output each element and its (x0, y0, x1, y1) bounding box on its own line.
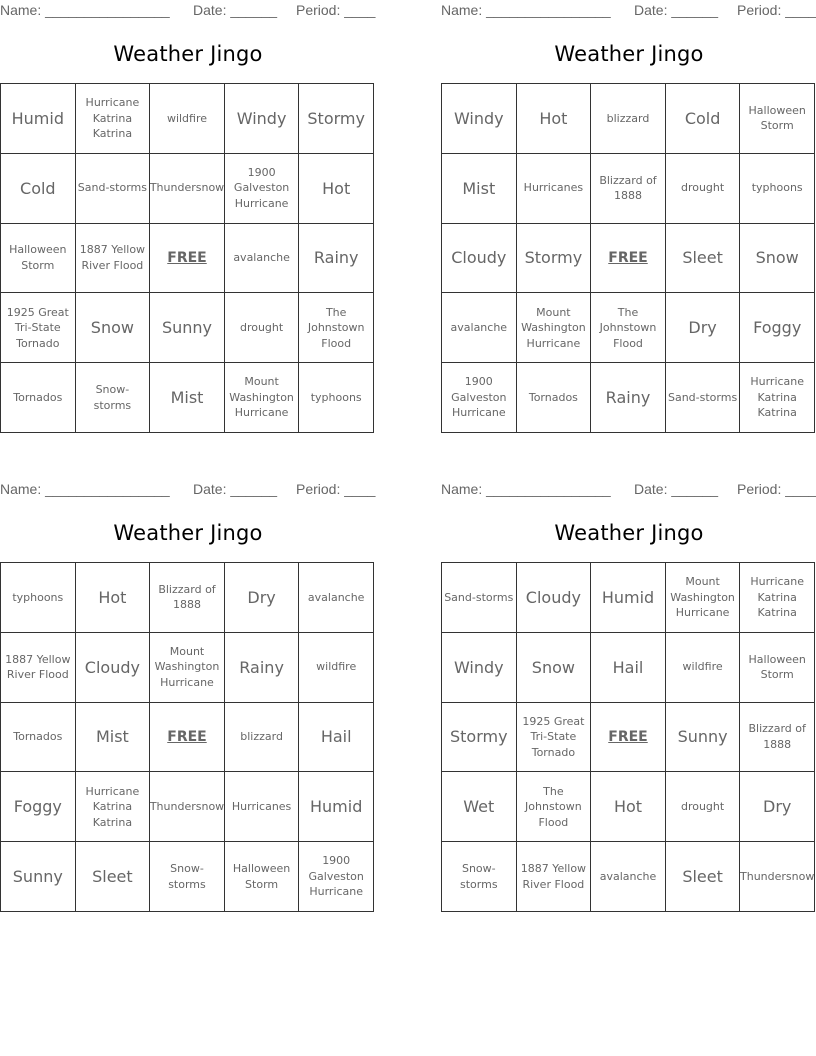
bingo-cell: The Johnstown Flood (517, 772, 592, 842)
card-title: Weather Jingo (554, 521, 704, 545)
bingo-cell: Cloudy (76, 633, 151, 703)
bingo-cell: Snow (517, 633, 592, 703)
bingo-cell: Tornados (1, 363, 76, 433)
bingo-cell: 1900 Galveston Hurricane (225, 154, 300, 224)
bingo-cell: Foggy (1, 772, 76, 842)
bingo-cell: blizzard (591, 84, 666, 154)
card-title: Weather Jingo (113, 42, 263, 66)
bingo-cell: Hot (591, 772, 666, 842)
bingo-cell: Windy (225, 84, 300, 154)
bingo-cell: Snow (740, 224, 815, 294)
bingo-cell: Humid (299, 772, 374, 842)
bingo-cell: Sand-storms (76, 154, 151, 224)
bingo-cell: Cold (1, 154, 76, 224)
name-field: Name: ________________ (0, 481, 170, 497)
period-field: Period: ____ (296, 481, 376, 497)
bingo-cell: Dry (666, 293, 741, 363)
bingo-card-2 (441, 0, 816, 432)
free-space: FREE (591, 703, 666, 773)
bingo-cell: Rainy (591, 363, 666, 433)
bingo-cell: Tornados (517, 363, 592, 433)
bingo-cell: Snow-storms (76, 363, 151, 433)
bingo-cell: Foggy (740, 293, 815, 363)
bingo-cell: Snow (76, 293, 151, 363)
bingo-cell: Mount Washington Hurricane (517, 293, 592, 363)
bingo-cell: Hail (591, 633, 666, 703)
bingo-cell: Hot (76, 563, 151, 633)
bingo-cell: blizzard (225, 703, 300, 773)
bingo-card-1 (0, 0, 376, 432)
bingo-cell: 1887 Yellow River Flood (1, 633, 76, 703)
bingo-cell: Thundersnow (740, 842, 815, 912)
bingo-cell: wildfire (150, 84, 225, 154)
bingo-cell: Hurricanes (517, 154, 592, 224)
bingo-cell: Sleet (666, 224, 741, 294)
bingo-cell: Mount Washington Hurricane (225, 363, 300, 433)
bingo-cell: Humid (1, 84, 76, 154)
bingo-cell: typhoons (1, 563, 76, 633)
bingo-cell: drought (666, 154, 741, 224)
bingo-cell: Cloudy (442, 224, 517, 294)
bingo-cell: Stormy (442, 703, 517, 773)
period-field: Period: ____ (737, 2, 816, 18)
bingo-cell: Halloween Storm (1, 224, 76, 294)
bingo-cell: Stormy (299, 84, 374, 154)
bingo-cell: avalanche (225, 224, 300, 294)
bingo-grid (0, 83, 374, 433)
bingo-cell: Rainy (299, 224, 374, 294)
bingo-cell: Blizzard of 1888 (591, 154, 666, 224)
bingo-cell: Humid (591, 563, 666, 633)
bingo-cell: Wet (442, 772, 517, 842)
date-field: Date: ______ (634, 2, 719, 18)
bingo-cell: Sunny (150, 293, 225, 363)
free-space: FREE (591, 224, 666, 294)
name-field: Name: ________________ (441, 481, 611, 497)
bingo-cell: Snow-storms (442, 842, 517, 912)
card-header (441, 0, 816, 22)
free-space: FREE (150, 224, 225, 294)
card-title: Weather Jingo (113, 521, 263, 545)
bingo-cell: Mist (76, 703, 151, 773)
bingo-cell: Sleet (76, 842, 151, 912)
bingo-cell: Windy (442, 633, 517, 703)
bingo-cell: Hot (299, 154, 374, 224)
bingo-cell: The Johnstown Flood (591, 293, 666, 363)
bingo-cell: Hurricane Katrina Katrina (76, 772, 151, 842)
bingo-cell: Dry (225, 563, 300, 633)
bingo-cell: Hurricane Katrina Katrina (740, 563, 815, 633)
bingo-cell: Stormy (517, 224, 592, 294)
bingo-cell: drought (225, 293, 300, 363)
bingo-cell: Mist (150, 363, 225, 433)
bingo-cell: Cloudy (517, 563, 592, 633)
bingo-cell: Hurricane Katrina Katrina (740, 363, 815, 433)
bingo-cell: Sleet (666, 842, 741, 912)
period-field: Period: ____ (296, 2, 376, 18)
date-field: Date: ______ (193, 2, 278, 18)
bingo-cell: typhoons (299, 363, 374, 433)
bingo-cell: wildfire (666, 633, 741, 703)
bingo-cell: avalanche (591, 842, 666, 912)
bingo-cell: Tornados (1, 703, 76, 773)
card-header (0, 0, 376, 22)
bingo-cell: Halloween Storm (225, 842, 300, 912)
bingo-cell: wildfire (299, 633, 374, 703)
bingo-cell: 1887 Yellow River Flood (517, 842, 592, 912)
date-field: Date: ______ (634, 481, 719, 497)
name-field: Name: ________________ (0, 2, 170, 18)
bingo-cell: Sunny (1, 842, 76, 912)
bingo-cell: Windy (442, 84, 517, 154)
bingo-grid (441, 83, 815, 433)
bingo-cell: Hurricanes (225, 772, 300, 842)
date-field: Date: ______ (193, 481, 278, 497)
bingo-cell: Sand-storms (666, 363, 741, 433)
bingo-cell: Sunny (666, 703, 741, 773)
bingo-cell: Blizzard of 1888 (740, 703, 815, 773)
bingo-cell: Rainy (225, 633, 300, 703)
bingo-cell: Mist (442, 154, 517, 224)
bingo-cell: 1900 Galveston Hurricane (442, 363, 517, 433)
bingo-cell: typhoons (740, 154, 815, 224)
bingo-cell: drought (666, 772, 741, 842)
bingo-cell: Mount Washington Hurricane (666, 563, 741, 633)
bingo-cell: 1887 Yellow River Flood (76, 224, 151, 294)
name-field: Name: ________________ (441, 2, 611, 18)
bingo-grid (441, 562, 815, 912)
card-header (0, 479, 376, 501)
bingo-cell: Dry (740, 772, 815, 842)
bingo-cell: Thundersnow (150, 154, 225, 224)
bingo-cell: Mount Washington Hurricane (150, 633, 225, 703)
bingo-grid (0, 562, 374, 912)
bingo-cell: Cold (666, 84, 741, 154)
bingo-cell: 1925 Great Tri-State Tornado (1, 293, 76, 363)
bingo-cell: Hot (517, 84, 592, 154)
bingo-cell: Thundersnow (150, 772, 225, 842)
bingo-cell: Halloween Storm (740, 84, 815, 154)
bingo-cell: 1900 Galveston Hurricane (299, 842, 374, 912)
bingo-cell: Snow-storms (150, 842, 225, 912)
period-field: Period: ____ (737, 481, 816, 497)
bingo-cell: avalanche (299, 563, 374, 633)
bingo-cell: Halloween Storm (740, 633, 815, 703)
bingo-cell: Hurricane Katrina Katrina (76, 84, 151, 154)
bingo-card-3 (0, 479, 376, 911)
card-header (441, 479, 816, 501)
bingo-cell: Hail (299, 703, 374, 773)
bingo-cell: Blizzard of 1888 (150, 563, 225, 633)
bingo-cell: Sand-storms (442, 563, 517, 633)
bingo-card-4 (441, 479, 816, 911)
bingo-cell: The Johnstown Flood (299, 293, 374, 363)
bingo-cell: avalanche (442, 293, 517, 363)
free-space: FREE (150, 703, 225, 773)
bingo-cell: 1925 Great Tri-State Tornado (517, 703, 592, 773)
card-title: Weather Jingo (554, 42, 704, 66)
